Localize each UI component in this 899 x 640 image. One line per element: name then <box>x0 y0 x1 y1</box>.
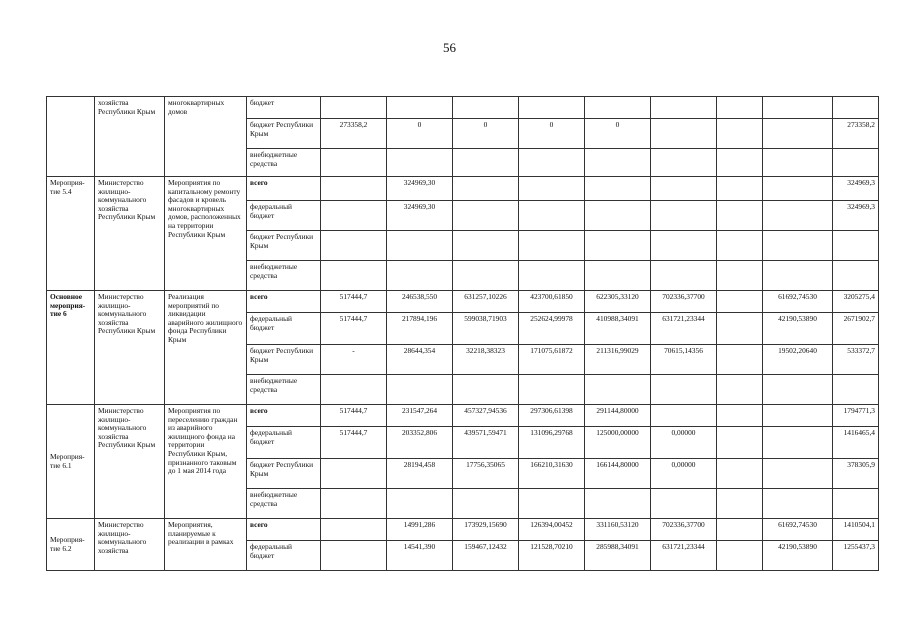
value-cell: 121528,70210 <box>519 541 585 571</box>
value-cell: 1794771,3 <box>833 405 879 427</box>
value-cell <box>585 201 651 231</box>
value-cell: 217894,196 <box>387 313 453 345</box>
value-cell: 166210,31630 <box>519 459 585 489</box>
funding-source-cell: федеральный бюджет <box>247 427 321 459</box>
value-cell: 331160,53120 <box>585 519 651 541</box>
value-cell: 28194,458 <box>387 459 453 489</box>
value-cell: 324969,3 <box>833 177 879 201</box>
value-cell <box>519 261 585 291</box>
value-cell: 0 <box>519 119 585 149</box>
value-cell <box>585 261 651 291</box>
value-cell <box>717 345 763 375</box>
funding-source-cell: бюджет Республики Крым <box>247 231 321 261</box>
funding-source-cell: бюджет Республики Крым <box>247 459 321 489</box>
executor-cell: Министерство жилищно-коммунального хозяйства <box>95 519 165 571</box>
value-cell: 622305,33120 <box>585 291 651 313</box>
measure-name-cell: Мероприятия по капитальному ремонту фасадов и кровель многоквартирных домов, расположенных на территории Республики Крым <box>165 177 247 291</box>
value-cell <box>833 97 879 119</box>
value-cell: 252624,99978 <box>519 313 585 345</box>
measure-code-cell: Мероприя-тие 6.2 <box>47 519 95 571</box>
value-cell: 517444,7 <box>321 313 387 345</box>
value-cell <box>585 231 651 261</box>
value-cell <box>763 97 833 119</box>
value-cell: 0 <box>585 119 651 149</box>
value-cell <box>763 149 833 177</box>
value-cell: 14541,390 <box>387 541 453 571</box>
measure-code-cell <box>47 97 95 177</box>
value-cell: 70615,14356 <box>651 345 717 375</box>
funding-source-cell: всего <box>247 177 321 201</box>
value-cell <box>321 201 387 231</box>
funding-source-cell: внебюджетные средства <box>247 375 321 405</box>
value-cell: 423700,61850 <box>519 291 585 313</box>
value-cell: 42190,53890 <box>763 541 833 571</box>
value-cell <box>585 97 651 119</box>
value-cell <box>717 97 763 119</box>
value-cell <box>763 231 833 261</box>
value-cell <box>651 97 717 119</box>
value-cell <box>453 177 519 201</box>
table-row <box>47 97 879 119</box>
value-cell <box>453 201 519 231</box>
table-row <box>47 519 879 541</box>
value-cell <box>651 149 717 177</box>
value-cell <box>453 261 519 291</box>
value-cell <box>321 541 387 571</box>
value-cell: 171075,61872 <box>519 345 585 375</box>
value-cell: 517444,7 <box>321 405 387 427</box>
value-cell <box>717 427 763 459</box>
value-cell <box>763 119 833 149</box>
funding-source-cell: всего <box>247 405 321 427</box>
value-cell <box>717 459 763 489</box>
value-cell: 32218,38323 <box>453 345 519 375</box>
value-cell: 631721,23344 <box>651 541 717 571</box>
value-cell: 702336,37700 <box>651 519 717 541</box>
value-cell <box>763 405 833 427</box>
value-cell: 42190,53890 <box>763 313 833 345</box>
value-cell <box>763 201 833 231</box>
measure-name-cell: Мероприятия по переселению граждан из аварийного жилищного фонда на территории Республики Крым, признанного таковым до 1 мая 2014 года <box>165 405 247 519</box>
funding-source-cell: всего <box>247 291 321 313</box>
value-cell <box>387 375 453 405</box>
value-cell <box>651 405 717 427</box>
executor-cell: Министерство жилищно-коммунального хозяйства Республики Крым <box>95 405 165 519</box>
value-cell <box>519 489 585 519</box>
value-cell: 246538,550 <box>387 291 453 313</box>
value-cell <box>453 375 519 405</box>
value-cell <box>651 201 717 231</box>
value-cell: - <box>321 345 387 375</box>
executor-cell: хозяйства Республики Крым <box>95 97 165 177</box>
funding-source-cell: федеральный бюджет <box>247 541 321 571</box>
value-cell <box>717 489 763 519</box>
value-cell: 297306,61398 <box>519 405 585 427</box>
value-cell <box>651 177 717 201</box>
value-cell: 19502,20640 <box>763 345 833 375</box>
value-cell: 410988,34091 <box>585 313 651 345</box>
measure-name-cell: Мероприятия, планируемые к реализации в рамках <box>165 519 247 571</box>
value-cell <box>321 459 387 489</box>
value-cell: 14991,286 <box>387 519 453 541</box>
value-cell: 273358,2 <box>321 119 387 149</box>
value-cell: 324969,30 <box>387 177 453 201</box>
value-cell <box>651 375 717 405</box>
value-cell <box>321 97 387 119</box>
value-cell <box>519 375 585 405</box>
value-cell <box>833 149 879 177</box>
value-cell: 517444,7 <box>321 291 387 313</box>
funding-source-cell: внебюджетные средства <box>247 489 321 519</box>
value-cell: 61692,74530 <box>763 291 833 313</box>
value-cell <box>585 375 651 405</box>
value-cell: 273358,2 <box>833 119 879 149</box>
value-cell: 3205275,4 <box>833 291 879 313</box>
value-cell: 203352,806 <box>387 427 453 459</box>
value-cell: 533372,7 <box>833 345 879 375</box>
measure-name-cell: многоквартирных домов <box>165 97 247 177</box>
value-cell: 166144,80000 <box>585 459 651 489</box>
value-cell: 631721,23344 <box>651 313 717 345</box>
value-cell <box>717 519 763 541</box>
value-cell <box>763 375 833 405</box>
value-cell <box>387 261 453 291</box>
value-cell: 1255437,3 <box>833 541 879 571</box>
value-cell <box>717 375 763 405</box>
funding-source-cell: внебюджетные средства <box>247 261 321 291</box>
value-cell <box>453 489 519 519</box>
page-number: 56 <box>443 40 456 55</box>
budget-table <box>46 96 879 571</box>
value-cell: 324969,3 <box>833 201 879 231</box>
value-cell <box>717 291 763 313</box>
funding-source-cell: бюджет Республики Крым <box>247 345 321 375</box>
value-cell <box>321 149 387 177</box>
value-cell <box>453 149 519 177</box>
measure-code-cell: Основное мероприя-тие 6 <box>47 291 95 405</box>
value-cell <box>651 489 717 519</box>
executor-cell: Министерство жилищно-коммунального хозяйства Республики Крым <box>95 291 165 405</box>
value-cell: 517444,7 <box>321 427 387 459</box>
value-cell: 0,00000 <box>651 427 717 459</box>
value-cell: 702336,37700 <box>651 291 717 313</box>
value-cell: 599038,71903 <box>453 313 519 345</box>
value-cell <box>833 261 879 291</box>
value-cell <box>585 177 651 201</box>
value-cell <box>387 231 453 261</box>
value-cell: 324969,30 <box>387 201 453 231</box>
value-cell <box>387 489 453 519</box>
executor-cell: Министерство жилищно-коммунального хозяйства Республики Крым <box>95 177 165 291</box>
value-cell <box>717 231 763 261</box>
value-cell: 211316,99029 <box>585 345 651 375</box>
value-cell: 231547,264 <box>387 405 453 427</box>
value-cell <box>717 177 763 201</box>
value-cell <box>763 427 833 459</box>
value-cell: 285988,34091 <box>585 541 651 571</box>
value-cell <box>763 261 833 291</box>
value-cell: 0 <box>453 119 519 149</box>
value-cell: 126394,00452 <box>519 519 585 541</box>
value-cell: 173929,15690 <box>453 519 519 541</box>
value-cell <box>717 119 763 149</box>
value-cell <box>519 149 585 177</box>
value-cell <box>387 149 453 177</box>
value-cell <box>651 119 717 149</box>
table-row <box>47 291 879 313</box>
value-cell: 17756,35065 <box>453 459 519 489</box>
value-cell <box>717 313 763 345</box>
value-cell <box>519 201 585 231</box>
funding-source-cell: федеральный бюджет <box>247 313 321 345</box>
value-cell: 0,00000 <box>651 459 717 489</box>
value-cell <box>519 97 585 119</box>
value-cell <box>585 149 651 177</box>
funding-source-cell: бюджет Республики Крым <box>247 119 321 149</box>
table-row <box>47 405 879 427</box>
value-cell <box>321 375 387 405</box>
value-cell: 439571,59471 <box>453 427 519 459</box>
value-cell: 0 <box>387 119 453 149</box>
funding-source-cell: бюджет <box>247 97 321 119</box>
measure-name-cell: Реализация мероприятий по ликвидации аварийного жилищного фонда Республики Крым <box>165 291 247 405</box>
value-cell: 131096,29768 <box>519 427 585 459</box>
value-cell <box>763 489 833 519</box>
value-cell <box>519 177 585 201</box>
value-cell <box>585 489 651 519</box>
value-cell <box>717 541 763 571</box>
value-cell <box>453 231 519 261</box>
value-cell <box>833 231 879 261</box>
value-cell <box>717 149 763 177</box>
value-cell: 2671902,7 <box>833 313 879 345</box>
value-cell: 1416465,4 <box>833 427 879 459</box>
value-cell <box>651 231 717 261</box>
value-cell <box>833 489 879 519</box>
value-cell <box>651 261 717 291</box>
table-row <box>47 177 879 201</box>
value-cell <box>321 489 387 519</box>
value-cell <box>453 97 519 119</box>
value-cell <box>717 261 763 291</box>
value-cell <box>321 177 387 201</box>
value-cell: 631257,10226 <box>453 291 519 313</box>
value-cell <box>717 201 763 231</box>
value-cell <box>833 375 879 405</box>
value-cell <box>387 97 453 119</box>
value-cell <box>519 231 585 261</box>
value-cell <box>717 405 763 427</box>
value-cell: 125000,00000 <box>585 427 651 459</box>
value-cell <box>321 261 387 291</box>
value-cell: 159467,12432 <box>453 541 519 571</box>
funding-source-cell: внебюджетные средства <box>247 149 321 177</box>
value-cell <box>763 177 833 201</box>
value-cell <box>321 519 387 541</box>
funding-source-cell: всего <box>247 519 321 541</box>
value-cell: 1410504,1 <box>833 519 879 541</box>
value-cell <box>321 231 387 261</box>
measure-code-cell: Мероприя-тие 6.1 <box>47 405 95 519</box>
value-cell: 28644,354 <box>387 345 453 375</box>
value-cell: 378305,9 <box>833 459 879 489</box>
value-cell: 291144,80000 <box>585 405 651 427</box>
value-cell: 61692,74530 <box>763 519 833 541</box>
value-cell: 457327,94536 <box>453 405 519 427</box>
funding-source-cell: федеральный бюджет <box>247 201 321 231</box>
value-cell <box>763 459 833 489</box>
measure-code-cell: Мероприя-тие 5.4 <box>47 177 95 291</box>
